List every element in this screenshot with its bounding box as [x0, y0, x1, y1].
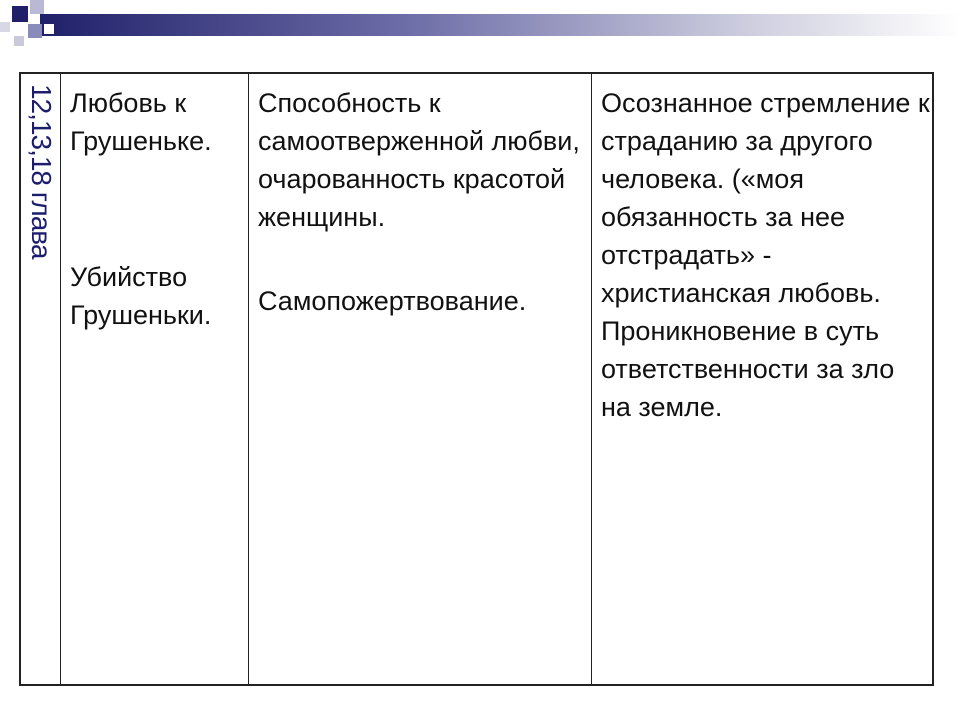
chapter-column	[21, 74, 61, 684]
chapter-label: 12,13,18 глава	[26, 84, 57, 259]
decor-square-icon	[28, 24, 42, 38]
quality-text-main: Способность к самоотверженной любви, очарованность красотой женщины.	[258, 88, 580, 232]
decor-square-icon	[44, 24, 54, 34]
event-text-love: Любовь к Грушеньке.	[70, 88, 212, 156]
meaning-column	[592, 74, 934, 684]
decor-square-icon	[30, 0, 44, 14]
event-text-murder: Убийство Грушеньки.	[70, 262, 212, 330]
decor-square-icon	[14, 36, 24, 46]
meaning-text: Осознанное стремление к страданию за другого человека. («моя обязанность за нее отстрадать» - христианская любовь. Проникновение в суть ответственности за зло на земле.	[601, 88, 930, 422]
event-column	[61, 74, 249, 684]
quality-column	[249, 74, 592, 684]
decor-square-icon	[12, 6, 28, 22]
content-table	[19, 72, 934, 686]
decor-square-icon	[0, 22, 10, 32]
header-gradient-bar	[40, 14, 960, 36]
header-decoration	[0, 0, 960, 60]
quality-text-sacrifice: Самопожертвование.	[258, 286, 527, 316]
